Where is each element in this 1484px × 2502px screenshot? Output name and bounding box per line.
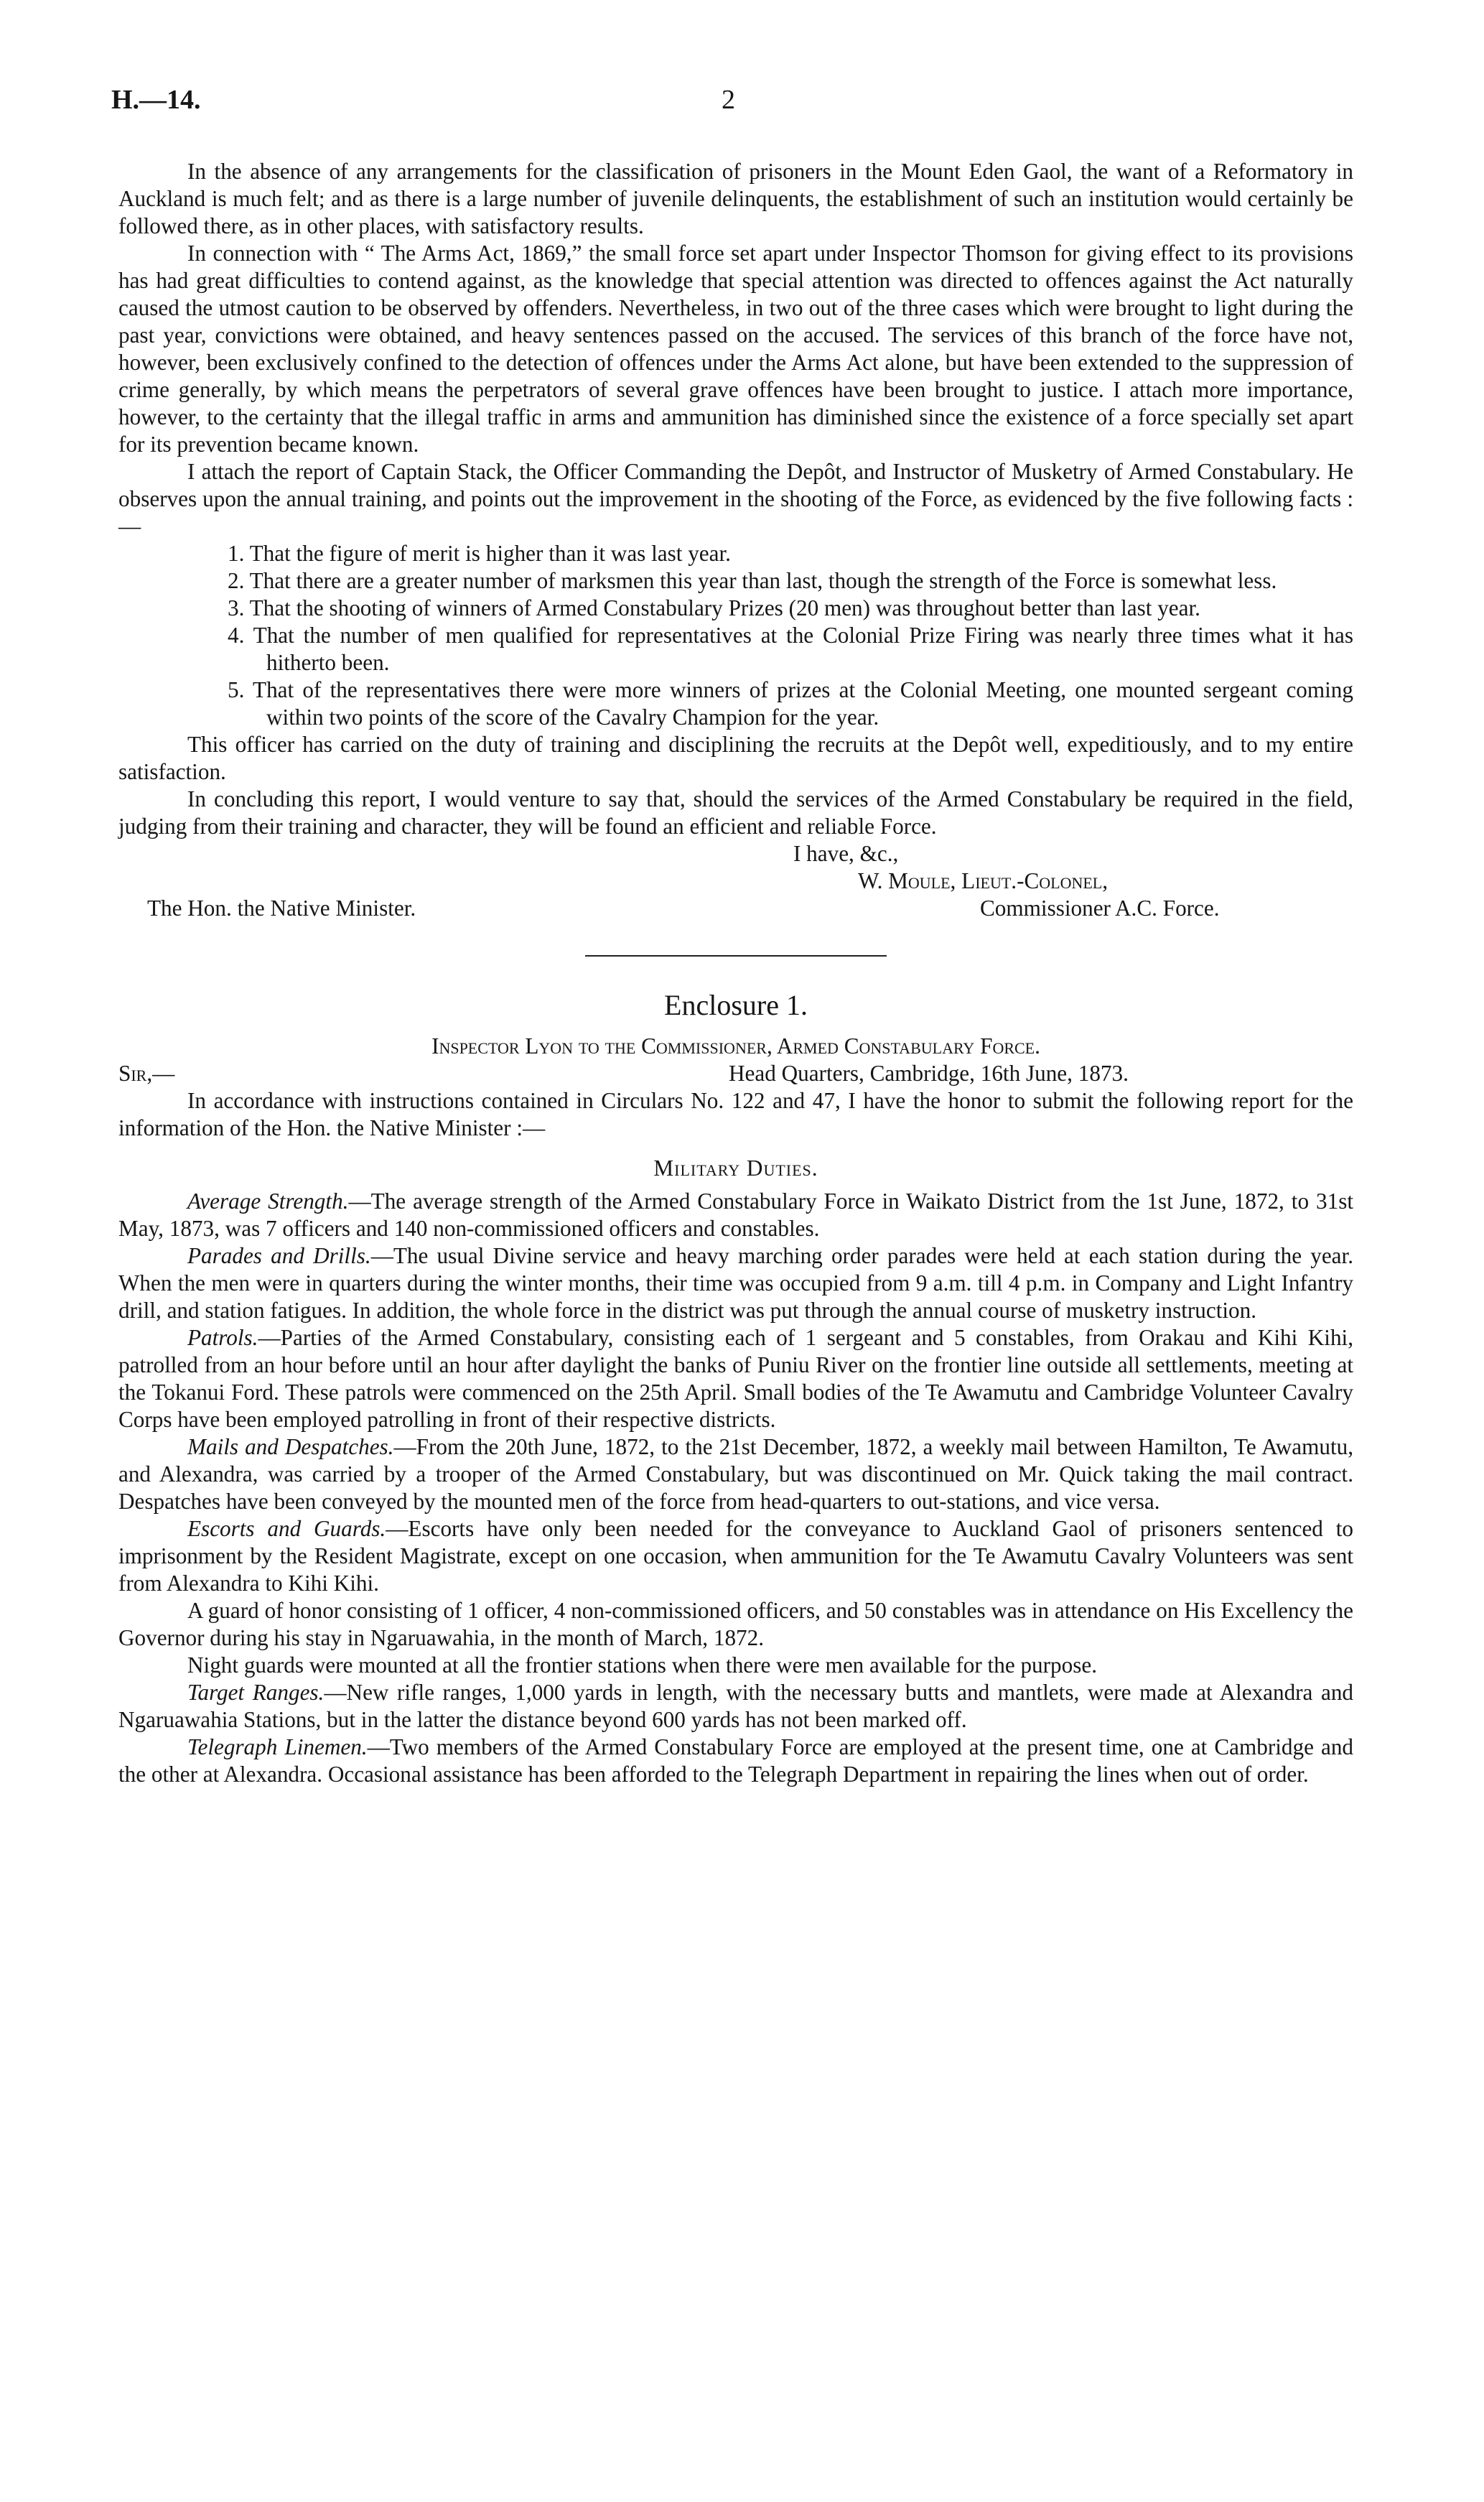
paragraph-night-guards: Night guards were mounted at all the frontier stations when there were men available for the purpose. — [187, 1652, 1097, 1678]
signature-greeting: I have, &c., — [793, 841, 899, 866]
section-text: —From the 20th June, 1872, to the 21st December, 1872, a weekly mail between Hamilton, Te Awamutu, and Alexandra, was carried by a trooper of the Armed Constabulary, but was discontinued on Mr. Quick taking the mail contract. Despatches have been conveyed by the mounted men of the force from head-quarters to out-stations, and vice versa. — [118, 1434, 1354, 1514]
facts-list — [118, 540, 1353, 731]
signature-title: Commissioner A.C. Force. — [980, 896, 1220, 921]
document-reference: H.—14. — [111, 85, 201, 115]
section-patrols — [118, 1324, 1353, 1433]
section-telegraph-linemen — [118, 1734, 1353, 1788]
page-number: 2 — [722, 85, 735, 115]
section-average-strength — [118, 1188, 1353, 1242]
enclosure-heading: Enclosure 1. — [664, 989, 808, 1021]
signature-block — [118, 840, 1353, 924]
section-text: —Escorts have only been needed for the conveyance to Auckland Gaol of prisoners sentenced to imprisonment by the Resident Magistrate, except on one occasion, when ammunition for the Te Awamutu Cavalry Volunteers was sent from Alexandra to Kihi Kihi. — [118, 1516, 1353, 1596]
addressee: The Hon. the Native Minister. — [147, 896, 416, 921]
enclosure-from-line: Inspector Lyon to the Commissioner, Armed Constabulary Force. — [431, 1033, 1040, 1059]
section-text: —The average strength of the Armed Constabulary Force in Waikato District from the 1st June, 1872, to 31st May, 1873, was 7 officers and 140 non-commissioned officers and constables. — [118, 1189, 1353, 1241]
section-divider — [585, 955, 887, 957]
fact-item: 5. That of the representatives there were more winners of prizes at the Colonial Meeting, one mounted sergeant coming within two points of the score of the Cavalry Champion for the year. — [228, 677, 1353, 730]
section-heading: Military Duties. — [653, 1155, 818, 1181]
fact-item: 2. That there are a greater number of marksmen this year than last, though the strength of the Force is somewhat less. — [228, 568, 1277, 593]
section-title: Escorts and Guards. — [187, 1516, 386, 1541]
paragraph-captain-stack: I attach the report of Captain Stack, the Officer Commanding the Depôt, and Instructor of Musketry of Armed Constabulary. He observes upon the annual training, and points out the improvement in the shooting of the Force, as evidenced by the five following facts :— — [118, 459, 1353, 539]
section-text: —Parties of the Armed Constabulary, consisting each of 1 sergeant and 5 constables, from Orakau and Kihi Kihi, patrolled from an hour before until an hour after daylight the banks of Puniu River on the frontier line outside all settlements, meeting at the Tokanui Ford. These patrols were commenced on the 25th April. Small bodies of the Te Awamutu and Cambridge Volunteer Cavalry Corps have been employed patrolling in front of their respective districts. — [118, 1325, 1353, 1432]
section-mails-despatches — [118, 1433, 1353, 1515]
fact-item: 3. That the shooting of winners of Armed Constabulary Prizes (20 men) was throughout better than last year. — [228, 595, 1200, 620]
paragraph-arms-act: In connection with “ The Arms Act, 1869,” the small force set apart under Inspector Thomson for giving effect to its provisions has had great difficulties to contend against, as the knowledge that special attention was directed to offences against the Act naturally caused the utmost caution to be observed by offenders. Nevertheless, in two out of the three cases which were brought to light during the past year, convictions were obtained, and heavy sentences passed on the accused. The services of this branch of the force have not, however, been exclusively confined to the detection of offences under the Arms Act alone, but have been extended to the suppression of crime generally, by which means the perpetrators of several grave offences have been brought to justice. I attach more importance, however, to the certainty that the illegal traffic in arms and ammunition has diminished since the existence of a force specially set apart for its prevention became known. — [118, 241, 1353, 457]
section-text: —New rifle ranges, 1,000 yards in length, with the necessary butts and mantlets, were made at Alexandra and Ngaruawahia Stations, but in the latter the distance beyond 600 yards has not been marked off. — [118, 1680, 1354, 1732]
section-title: Mails and Despatches. — [187, 1434, 394, 1459]
enclosure-intro: In accordance with instructions contained in Circulars No. 122 and 47, I have the honor to submit the following report for the information of the Hon. the Native Minister :— — [118, 1088, 1353, 1140]
document-page — [111, 85, 1354, 1788]
paragraph-concluding: In concluding this report, I would venture to say that, should the services of the Armed Constabulary be required in the field, judging from their training and character, they will be found an efficient and reliable Force. — [118, 786, 1353, 839]
section-title: Target Ranges. — [187, 1680, 325, 1705]
section-title: Telegraph Linemen. — [187, 1734, 368, 1759]
page-header — [111, 85, 1353, 132]
section-title: Parades and Drills. — [187, 1243, 371, 1268]
section-escorts-guards — [118, 1515, 1353, 1597]
section-title: Patrols. — [187, 1325, 258, 1350]
dateline: Head Quarters, Cambridge, 16th June, 1873. — [729, 1061, 1129, 1086]
section-parades-drills — [118, 1242, 1353, 1324]
paragraph-training: This officer has carried on the duty of training and disciplining the recruits at the Depôt well, expeditiously, and to my entire satisfaction. — [118, 732, 1353, 784]
fact-item: 1. That the figure of merit is higher than it was last year. — [228, 541, 731, 566]
paragraph-reformatory: In the absence of any arrangements for the classification of prisoners in the Mount Eden Gaol, the want of a Reformatory in Auckland is much felt; and as there is a large number of juvenile delinquents, the establishment of such an institution would certainly be followed there, as in other places, with satisfactory results. — [118, 159, 1353, 238]
signature-name: W. Moule, Lieut.-Colonel, — [858, 868, 1109, 893]
section-text: —Two members of the Armed Constabulary Force are employed at the present time, one at Cambridge and the other at Alexandra. Occasional assistance has been afforded to the Telegraph Department in repairing the lines when out of order. — [118, 1734, 1354, 1787]
section-text: —The usual Divine service and heavy marching order parades were held at each station during the year. When the men were in quarters during the winter months, their time was occupied from 9 a.m. till 4 p.m. in Company and Light Infantry drill, and station fatigues. In addition, the whole force in the district was put through the annual course of musketry instruction. — [118, 1243, 1353, 1323]
paragraph-guard-of-honor: A guard of honor consisting of 1 officer, 4 non-commissioned officers, and 50 constables was in attendance on His Excellency the Governor during his stay in Ngaruawahia, in the month of March, 1872. — [118, 1598, 1353, 1650]
section-title: Average Strength. — [187, 1189, 349, 1214]
fact-item: 4. That the number of men qualified for representatives at the Colonial Prize Firing was nearly three times what it has hitherto been. — [228, 623, 1353, 675]
salutation: Sir,— — [118, 1061, 175, 1086]
salutation-dateline — [118, 1060, 1353, 1087]
section-target-ranges — [118, 1679, 1353, 1734]
